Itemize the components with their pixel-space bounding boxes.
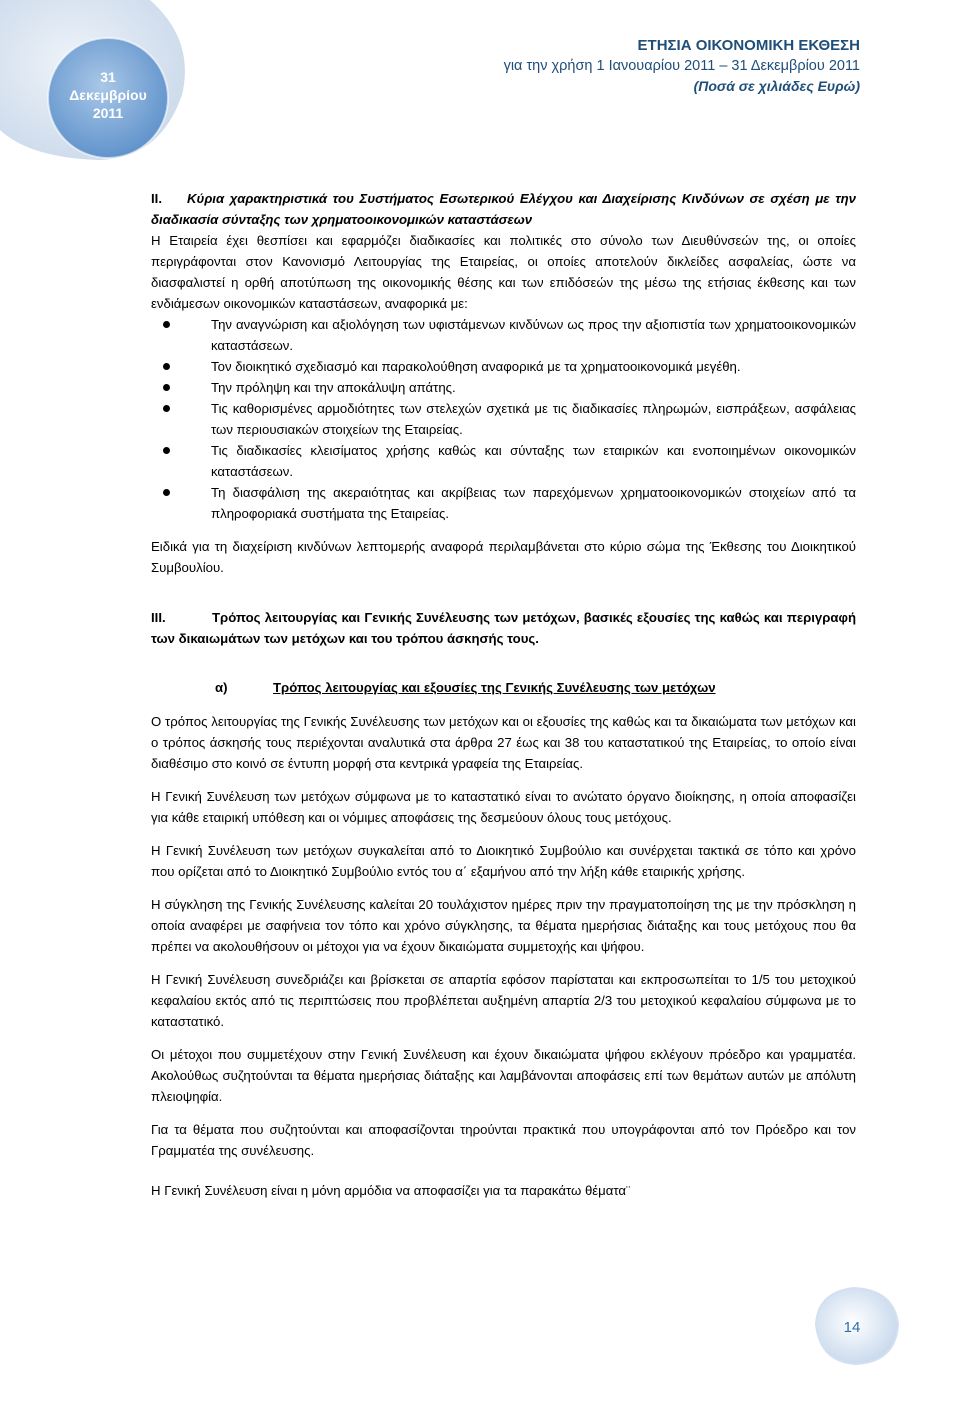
list-item: Τις διαδικασίες κλεισίματος χρήσης καθώς και σύνταξης των εταιρικών και ενοποιημένων οικονομικών καταστάσεων.: [151, 440, 856, 482]
section-3-title: [151, 607, 856, 649]
date-year: 2011: [92, 105, 124, 121]
subsection-a-number: α): [215, 680, 228, 695]
paragraph: Οι μέτοχοι που συμμετέχουν στην Γενική Συνέλευση και έχουν δικαιώματα ψήφου εκλέγουν πρόεδρο και γραμματέα. Ακολούθως συζητούνται τα θέματα ημερήσιας διάταξης και λαμβάνονται αποφάσεις επί των θεμάτων αυτών με απόλυτη πλειοψηφία.: [151, 1047, 856, 1104]
section-2-number: ΙΙ.: [151, 191, 162, 206]
section-2-bullet-list: [151, 314, 856, 524]
subsection-a-title: [151, 677, 856, 698]
section-2-intro: Η Εταιρεία έχει θεσπίσει και εφαρμόζει διαδικασίες και πολιτικές στο σύνολο των Διευθύνσεών της, οι οποίες περιγράφονται στον Κανονισμό Λειτουργίας της Εταιρείας, οι οποίες αποτελούν δικλείδες ασφαλείας, ώστε να διασφαλιστεί η ορθή αποτύπωση της οικονομικής θέσης και των επιδόσεών της μέσω της ετήσιας έκθεσης και των ενδιάμεσων οικονομικών καταστάσεων, αναφορικά με:: [151, 233, 856, 311]
page-number: 14: [843, 1319, 861, 1336]
report-title: ΕΤΗΣΙΑ ΟΙΚΟΝΟΜΙΚΗ ΕΚΘΕΣΗ: [637, 37, 860, 54]
paragraph-last: Η Γενική Συνέλευση είναι η μόνη αρμόδια να αποφασίζει για τα παρακάτω θέματα¨: [151, 1183, 631, 1198]
date-badge: [50, 68, 166, 122]
date-month: Δεκεμβρίου: [69, 87, 147, 103]
list-item: Τον διοικητικό σχεδιασμό και παρακολούθηση αναφορικά με τα χρηματοοικονομικά μεγέθη.: [151, 356, 856, 377]
list-item: Την αναγνώριση και αξιολόγηση των υφιστάμενων κινδύνων ως προς την αξιοπιστία των χρηματοοικονομικών καταστάσεων.: [151, 314, 856, 356]
section-3-number: ΙΙΙ.: [151, 610, 166, 625]
subsection-a-title-text: Τρόπος λειτουργίας και εξουσίες της Γενικής Συνέλευσης των μετόχων: [273, 680, 716, 695]
date-day: 31: [100, 69, 116, 85]
report-period: για την χρήση 1 Ιανουαρίου 2011 – 31 Δεκεμβρίου 2011: [503, 58, 860, 74]
section-2-title: [151, 188, 856, 230]
list-item: Τη διασφάλιση της ακεραιότητας και ακρίβειας των παρεχόμενων χρηματοοικονομικών στοιχείων από τα πληροφοριακά συστήματα της Εταιρείας.: [151, 482, 856, 524]
paragraph: Για τα θέματα που συζητούνται και αποφασίζονται τηρούνται πρακτικά που υπογράφονται από τον Πρόεδρο και τον Γραμματέα της συνέλευσης.: [151, 1122, 856, 1158]
section-2-title-text: Κύρια χαρακτηριστικά του Συστήματος Εσωτερικού Ελέγχου και Διαχείρισης Κινδύνων σε σχέση με την διαδικασία σύνταξης των χρηματοοικονομικών καταστάσεων: [151, 191, 856, 227]
report-header: [504, 36, 860, 96]
list-item: Την πρόληψη και την αποκάλυψη απάτης.: [151, 377, 856, 398]
paragraph: Η σύγκληση της Γενικής Συνέλευσης καλείται 20 τουλάχιστον ημέρες πριν την πραγματοποίηση της με την πρόσκληση η οποία αναφέρει με σαφήνεια τον τόπο και χρόνο σύγκλησης, τα θέματα ημερήσιας διάταξης και τους μετόχους που θα πρέπει να ακολουθήσουν οι μέτοχοι για να έχουν δικαιώματα συμμετοχής και ψήφου.: [151, 897, 856, 954]
paragraph: Ο τρόπος λειτουργίας της Γενικής Συνέλευσης των μετόχων και οι εξουσίες της καθώς και τα δικαιώματα των μετόχων και ο τρόπος άσκησής τους περιέχονται αναλυτικά στα άρθρα 27 έως και 38 του καταστατικού της Εταιρείας, το οποίο είναι διαθέσιμο στο κοινό σε έντυπη μορφή στα κεντρικά γραφεία της Εταιρείας.: [151, 714, 856, 771]
paragraph: Η Γενική Συνέλευση των μετόχων συγκαλείται από το Διοικητικό Συμβούλιο και συνέρχεται τακτικά σε τόπο και χρόνο που ορίζεται από το Διοικητικό Συμβούλιο εντός του α΄ εξαμήνου από την λήξη κάθε εταιρικής χρήσης.: [151, 843, 856, 879]
currency-note: (Ποσά σε χιλιάδες Ευρώ): [693, 78, 860, 94]
section-3-title-text: Τρόπος λειτουργίας και Γενικής Συνέλευσης των μετόχων, βασικές εξουσίες της καθώς και περιγραφή των δικαιωμάτων των μετόχων και του τρόπου άσκησής τους.: [151, 610, 856, 646]
page-content: [151, 188, 856, 1201]
paragraph: Η Γενική Συνέλευση συνεδριάζει και βρίσκεται σε απαρτία εφόσον παρίσταται και εκπροσωπείται το 1/5 του μετοχικού κεφαλαίου εκτός από τις περιπτώσεις που προβλέπεται αυξημένη απαρτία 2/3 του μετοχικού κεφαλαίου σύμφωνα με το καταστατικό.: [151, 972, 856, 1029]
paragraph: Η Γενική Συνέλευση των μετόχων σύμφωνα με το καταστατικό είναι το ανώτατο όργανο διοίκησης, η οποία αποφασίζει για κάθε εταιρική υπόθεση και οι νόμιμες αποφάσεις της δεσμεύουν όλους τους μετόχους.: [151, 789, 856, 825]
section-2-closing: Ειδικά για τη διαχείριση κινδύνων λεπτομερής αναφορά περιλαμβάνεται στο κύριο σώμα της Έκθεσης του Διοικητικού Συμβουλίου.: [151, 539, 856, 575]
list-item: Τις καθορισμένες αρμοδιότητες των στελεχών σχετικά με τις διαδικασίες πληρωμών, εισπράξεων, ασφάλειας των περιουσιακών στοιχείων της Εταιρείας.: [151, 398, 856, 440]
